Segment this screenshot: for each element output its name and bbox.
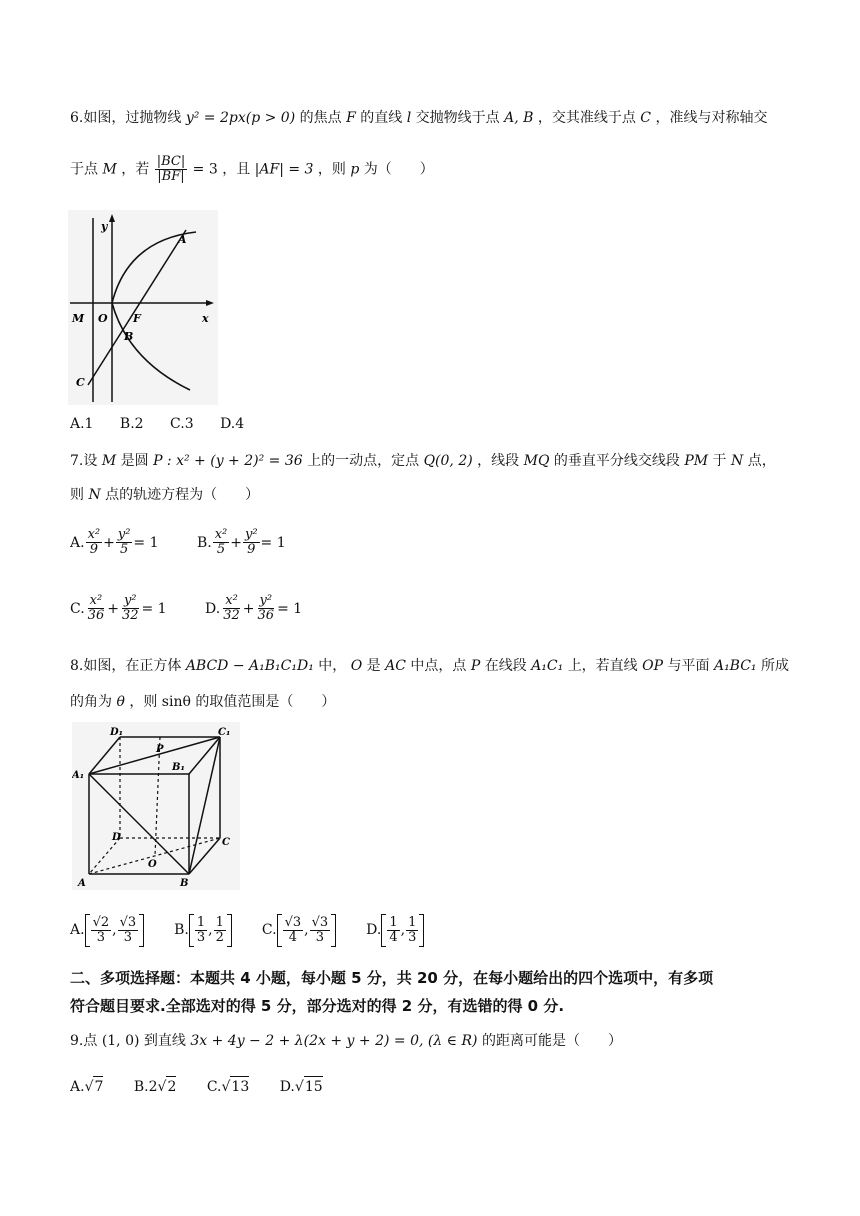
frac [221, 594, 242, 623]
frac [243, 528, 260, 557]
q9-option-c[interactable]: C. √ 13 [207, 1076, 249, 1097]
q7-text: 的垂直平分线交线段 [553, 453, 680, 469]
q7-text: 是圆 [120, 453, 149, 469]
q9-option-b[interactable]: B. 2 √ 2 [134, 1076, 177, 1097]
option-label: A. [70, 922, 85, 938]
q8-var: P [470, 658, 481, 674]
coef: 2 [148, 1078, 158, 1095]
den: 36 [257, 608, 275, 623]
num: x² [225, 593, 238, 608]
q8-text: 所成 [761, 658, 790, 674]
frac [116, 528, 133, 557]
q6-parabola-eq: y² = 2px(p > 0) [185, 110, 296, 126]
q6-text: ，交其准线于点 [537, 110, 636, 126]
den: 32 [223, 608, 240, 623]
radicand: 2 [166, 1076, 176, 1097]
den: 3 [408, 929, 417, 945]
den: 3 [196, 929, 206, 945]
q6-option-a[interactable]: A.1 [70, 416, 94, 432]
q9-text: 的距离可能是（ ） [481, 1033, 622, 1049]
frac [120, 594, 141, 623]
option-label: B. [133, 1078, 149, 1095]
den: 4 [389, 929, 398, 945]
den: 2 [215, 929, 224, 945]
q9-option-d[interactable]: D. √ 15 [280, 1076, 323, 1097]
q8-option-b[interactable] [174, 914, 232, 947]
q6-text: 于点 [70, 161, 98, 178]
q7-line1 [70, 451, 776, 471]
num: 1 [408, 914, 417, 930]
section2-heading-line1: 二、多项选择题：本题共 4 小题，每小题 5 分，共 20 分，在每小题给出的四个选项中，有多项 [70, 969, 714, 987]
option-label: C. [206, 1078, 222, 1095]
frac [387, 916, 399, 945]
interval: $\frac{√2}{3}$ , $\frac{√3}{3}$ [85, 914, 145, 947]
option-label: B. [174, 922, 189, 938]
q6-text: = 3 [192, 161, 218, 178]
q6-text: ，准线与对称轴交 [655, 110, 768, 126]
q7-text: 点的轨迹方程为（ ） [105, 487, 260, 503]
q9-text: 到直线 [143, 1033, 186, 1049]
q9-line [70, 1031, 622, 1051]
q7-option-b[interactable]: B. $\frac{\text{x²}}{5}$ + $\frac{\text{y²}}{9}$ = 1 [196, 527, 286, 557]
q7-text: ，线段 [477, 453, 520, 469]
q6-var: C [640, 110, 652, 126]
q7-options-row2 [70, 594, 336, 623]
num: y² [123, 593, 137, 608]
num: √2 [92, 914, 110, 930]
den: 9 [247, 542, 256, 557]
q6-ratio-den: |BF| [157, 169, 185, 184]
num: x² [87, 527, 101, 542]
frac [195, 916, 207, 945]
q8-text: ，则 [129, 694, 158, 710]
radicand: 13 [230, 1076, 249, 1097]
q8-options [70, 908, 458, 952]
q8-var: A₁C₁ [531, 658, 564, 674]
q6-options [70, 414, 278, 434]
option-label: C. [70, 600, 85, 617]
frac [86, 528, 103, 557]
interval: $\frac{1}{3}$ , $\frac{1}{2}$ [189, 914, 232, 947]
rhs: = 1 [260, 534, 286, 551]
frac [91, 916, 112, 945]
q6-af: |AF| = 3 [254, 161, 314, 178]
q6-text: 为（ ） [363, 161, 434, 178]
q8-cube-figure [72, 722, 240, 890]
den: 3 [123, 929, 132, 945]
q8-text: 是 [366, 658, 381, 674]
frac [406, 916, 418, 945]
q7-line2 [70, 485, 259, 505]
q8-text: 中， [318, 658, 347, 674]
label-C: C [76, 376, 85, 389]
frac [283, 916, 304, 945]
q9-option-a[interactable]: A. √ 7 [70, 1076, 103, 1097]
q6-text: ，若 [121, 161, 150, 178]
label-A: A [78, 878, 86, 889]
den: 3 [315, 929, 325, 945]
q7-text: 于 [712, 453, 727, 469]
q8-text: 上，若直线 [567, 658, 638, 674]
q9-text: 9.点 [70, 1033, 98, 1049]
q6-ratio [155, 155, 188, 184]
q7-option-d[interactable]: D. $\frac{\text{x²}}{32}$ + $\frac{\text{y²}}{36}$ = 1 [205, 593, 303, 623]
label-C: C [222, 837, 230, 848]
label-B: B [180, 878, 189, 889]
option-label: D. [279, 1078, 295, 1095]
q8-line2 [70, 692, 335, 712]
label-B: B [124, 330, 134, 343]
q6-text: 的直线 [360, 110, 403, 126]
q8-text: 的角为 [70, 694, 112, 710]
den: 36 [87, 608, 105, 623]
q6-option-b[interactable]: B.2 [119, 416, 144, 432]
num: x² [89, 593, 103, 608]
q6-option-c[interactable]: C.3 [170, 416, 194, 432]
num: √3 [311, 914, 329, 930]
label-A: A [178, 233, 187, 246]
label-D: D [112, 832, 121, 843]
q8-option-a[interactable] [70, 914, 144, 947]
q6-text: 的焦点 [299, 110, 342, 126]
q6-line1 [70, 108, 767, 128]
label-M: M [72, 312, 85, 325]
q6-var: l [406, 110, 412, 126]
q7-options-row1 [70, 528, 320, 557]
label-O: O [98, 312, 108, 325]
option-label: A. [70, 534, 85, 551]
q8-text: 与平面 [667, 658, 710, 674]
q7-point-q: Q(0, 2) [423, 453, 473, 469]
label-P: P [156, 744, 164, 755]
q7-text: 7.设 [70, 453, 98, 469]
q7-var: N [88, 487, 101, 503]
q8-text: 中点，点 [410, 658, 467, 674]
den: 5 [119, 542, 129, 557]
num: √3 [284, 914, 302, 930]
label-B1: B₁ [172, 762, 185, 773]
q8-line1 [70, 656, 789, 676]
q6-var: F [346, 110, 356, 126]
q8-var: OP [642, 658, 664, 674]
q6-option-d[interactable]: D.4 [220, 416, 245, 432]
q9-line-eq: 3x + 4y − 2 + λ(2x + y + 2) = 0, (λ ∈ R) [190, 1033, 478, 1049]
q7-text: 则 [70, 487, 84, 503]
radicand: 7 [93, 1076, 103, 1097]
q8-var: θ [116, 694, 125, 710]
q7-circle-eq: P : x² + (y + 2)² = 36 [153, 453, 303, 469]
num: y² [117, 527, 131, 542]
label-O: O [148, 859, 157, 870]
q6-text: 6.如图，过抛物线 [70, 110, 182, 126]
q7-option-c[interactable]: C. $\frac{\text{x²}}{36}$ + $\frac{\text{y²}}{32}$ = 1 [70, 593, 167, 623]
section2-heading-line2: 符合题目要求.全部选对的得 5 分，部分选对的得 2 分，有选错的得 0 分. [70, 997, 565, 1015]
q8-option-d[interactable] [366, 914, 424, 947]
den: 32 [121, 608, 139, 623]
q7-var: PM [684, 453, 709, 469]
option-label: D. [366, 922, 382, 938]
num: 1 [196, 914, 206, 930]
q8-text: 8.如图，在正方体 [70, 658, 182, 674]
label-x: x [202, 312, 209, 325]
den: 5 [216, 542, 226, 557]
q8-text: 的取值范围是（ ） [195, 694, 336, 710]
num: y² [259, 593, 273, 608]
frac [256, 594, 277, 623]
num: √3 [119, 914, 137, 930]
q6-text: ，且 [222, 161, 251, 178]
interval: $\frac{1}{4}$ , $\frac{1}{3}$ [381, 914, 424, 947]
label-F: F [133, 312, 141, 325]
q6-text: 交抛物线于点 [415, 110, 500, 126]
frac [310, 916, 331, 945]
den: 3 [96, 929, 105, 945]
q8-var: AC [385, 658, 406, 674]
q7-var: MQ [523, 453, 550, 469]
q8-var: sinθ [161, 694, 191, 710]
q8-cube: ABCD − A₁B₁C₁D₁ [185, 658, 314, 674]
q9-point: (1, 0) [101, 1033, 140, 1049]
q7-var: M [101, 453, 117, 469]
q7-text: 点， [747, 453, 776, 469]
q6-line2 [70, 155, 434, 184]
label-C1: C₁ [218, 727, 231, 738]
q9-options [70, 1076, 357, 1097]
label-y: y [101, 220, 108, 233]
rhs: = 1 [133, 534, 159, 551]
q6-var: M [102, 161, 117, 178]
frac [213, 528, 230, 557]
frac [118, 916, 139, 945]
den: 4 [288, 929, 297, 945]
num: x² [214, 527, 228, 542]
q6-text: ，则 [317, 161, 346, 178]
q6-var: p [350, 161, 360, 178]
num: y² [244, 527, 258, 542]
q7-option-a[interactable]: A. $\frac{\text{x²}}{9}$ + $\frac{\text{y²}}{5}$ = 1 [70, 527, 159, 557]
q8-var: A₁BC₁ [713, 658, 757, 674]
q7-text: 上的一动点，定点 [307, 453, 420, 469]
frac [86, 594, 107, 623]
rhs: = 1 [277, 600, 303, 617]
frac [214, 916, 226, 945]
q8-var: O [350, 658, 363, 674]
label-A1: A₁ [72, 770, 85, 781]
q6-var: A, B [504, 110, 534, 126]
num: 1 [389, 914, 398, 930]
q7-var: N [731, 453, 744, 469]
option-label: C. [261, 922, 277, 938]
option-label: B. [196, 534, 212, 551]
interval: $\frac{√3}{4}$ , $\frac{√3}{3}$ [277, 914, 337, 947]
q8-text: 在线段 [484, 658, 527, 674]
label-D1: D₁ [110, 727, 124, 738]
q8-option-c[interactable] [262, 914, 336, 947]
num: 1 [215, 914, 224, 930]
option-label: D. [205, 600, 221, 617]
q6-parabola-figure [68, 210, 218, 405]
den: 9 [89, 542, 98, 557]
rhs: = 1 [141, 600, 167, 617]
q6-ratio-num: |BC| [156, 154, 186, 169]
radicand: 15 [304, 1076, 323, 1097]
option-label: A. [70, 1078, 85, 1095]
